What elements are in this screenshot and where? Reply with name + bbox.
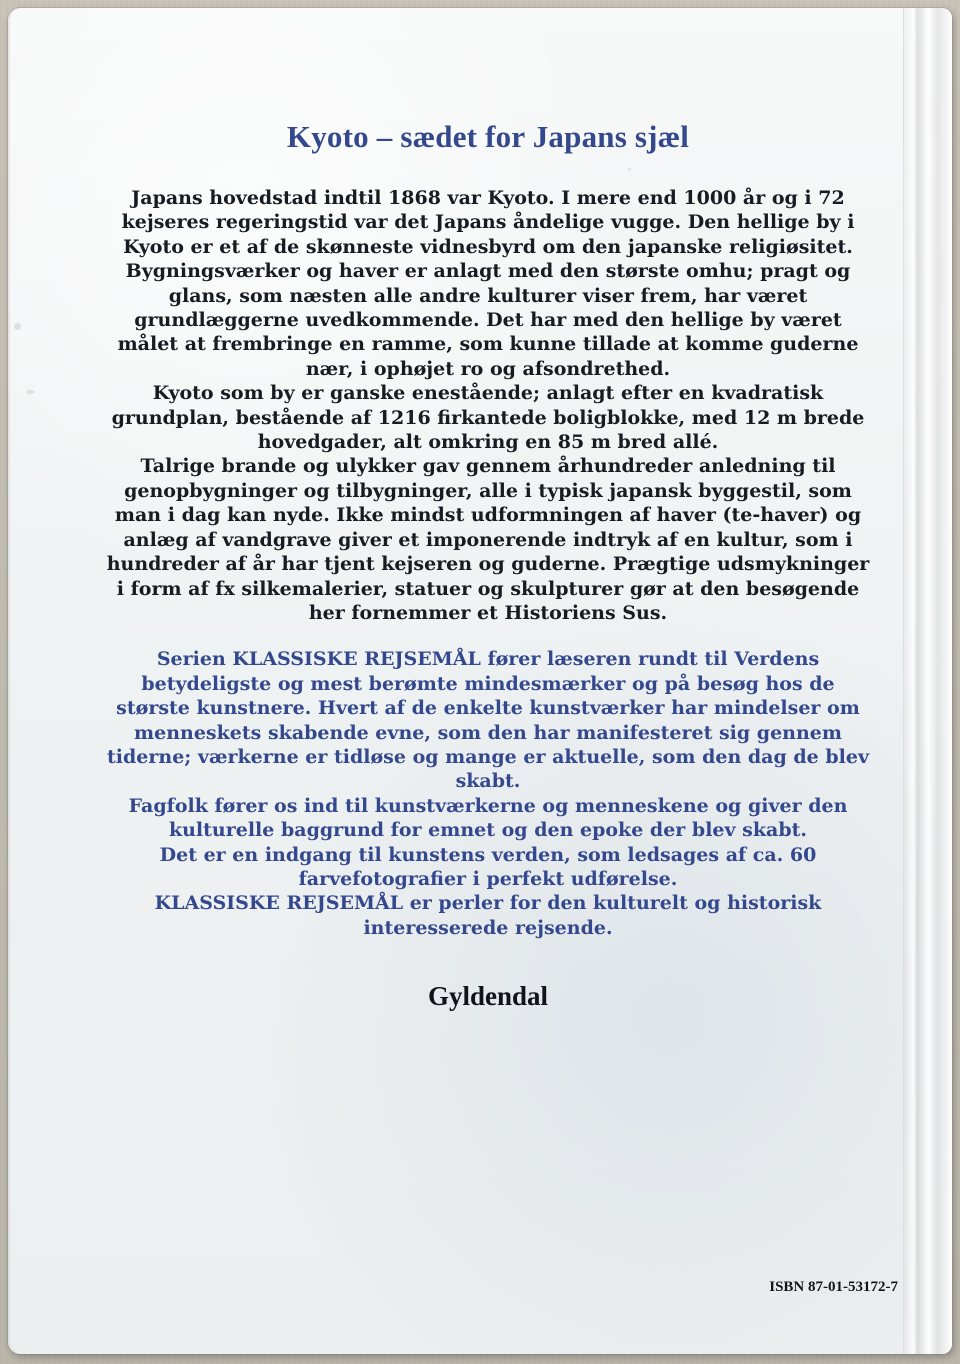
- cover-mark: [26, 390, 35, 394]
- back-cover-text: [103, 119, 873, 1011]
- description-paragraph: Kyoto som by er ganske enestående; anlagt efter en kvadratisk grundplan, bestående af 1216 firkantede boligblokke, med 12 m brede hovedgader, alt omkring en 85 m bred allé.: [111, 382, 865, 454]
- series-paragraph: Det er en indgang til kunstens verden, som ledsages af ca. 60 farvefotografier i perfekt udførelse.: [159, 843, 817, 890]
- book-back-cover: [8, 8, 952, 1354]
- series-paragraph: KLASSISKE REJSEMÅL er perler for den kulturelt og historisk interesserede rejsende.: [154, 892, 822, 939]
- section-spacer: [103, 625, 873, 647]
- publisher-name: Gyldendal: [427, 981, 549, 1012]
- series-paragraph: Fagfolk fører os ind til kunstværkerne og menneskene og giver den kulturelle baggrund for emnet og den epoke der blev skabt.: [128, 794, 848, 842]
- description-paragraph: Talrige brande og ulykker gav gennem århundreder anledning til genopbygninger og tilbygninger, alle i typisk japansk byggestil, som man i dag kan nyde. Ikke mindst udformningen af haver (te-haver) og anlæg af vandgrave giver et imponerende indtryk af en kultur, som i hundreder af år har tjent kejseren og guderne. Prægtige udsmykninger i form af fx silkemalerier, statuer og skulpturer gør at den besøgende her fornemmer et Historiens Sus.: [106, 455, 870, 624]
- description-paragraph: Japans hovedstad indtil 1868 var Kyoto. I mere end 1000 år og i 72 kejseres regeringstid var det Japans åndelige vugge. Den hellige by i Kyoto er et af de skønneste vidnesbyrd om den japanske religiøsitet.: [121, 187, 855, 258]
- isbn-code: ISBN 87-01-53172-7: [769, 1279, 898, 1295]
- description-paragraph: Bygningsværker og haver er anlagt med den største omhu; pragt og glans, som næsten alle andre kulturer viser frem, har været grundlæggerne uvedkommende. Det har med den hellige by været målet at frembringe en ramme, som kunne tillade at komme guderne nær, i ophøjet ro og afsondrethed.: [117, 260, 859, 380]
- cover-title: Kyoto – sædet for Japans sjæl: [286, 119, 690, 154]
- series-paragraph: Serien KLASSISKE REJSEMÅL fører læseren rundt til Verdens betydeligste og mest berømte mindesmærker og på besøg hos de største kunstnere. Hvert af de enkelte kunstværker har mindelser om menneskets skabende evne, som den har manifesteret sig gennem tiderne; værkerne er tidløse og mange er aktuelle, som den dag de blev skabt.: [107, 648, 869, 793]
- book-spine-edge: [903, 8, 952, 1354]
- cover-mark: [14, 323, 21, 330]
